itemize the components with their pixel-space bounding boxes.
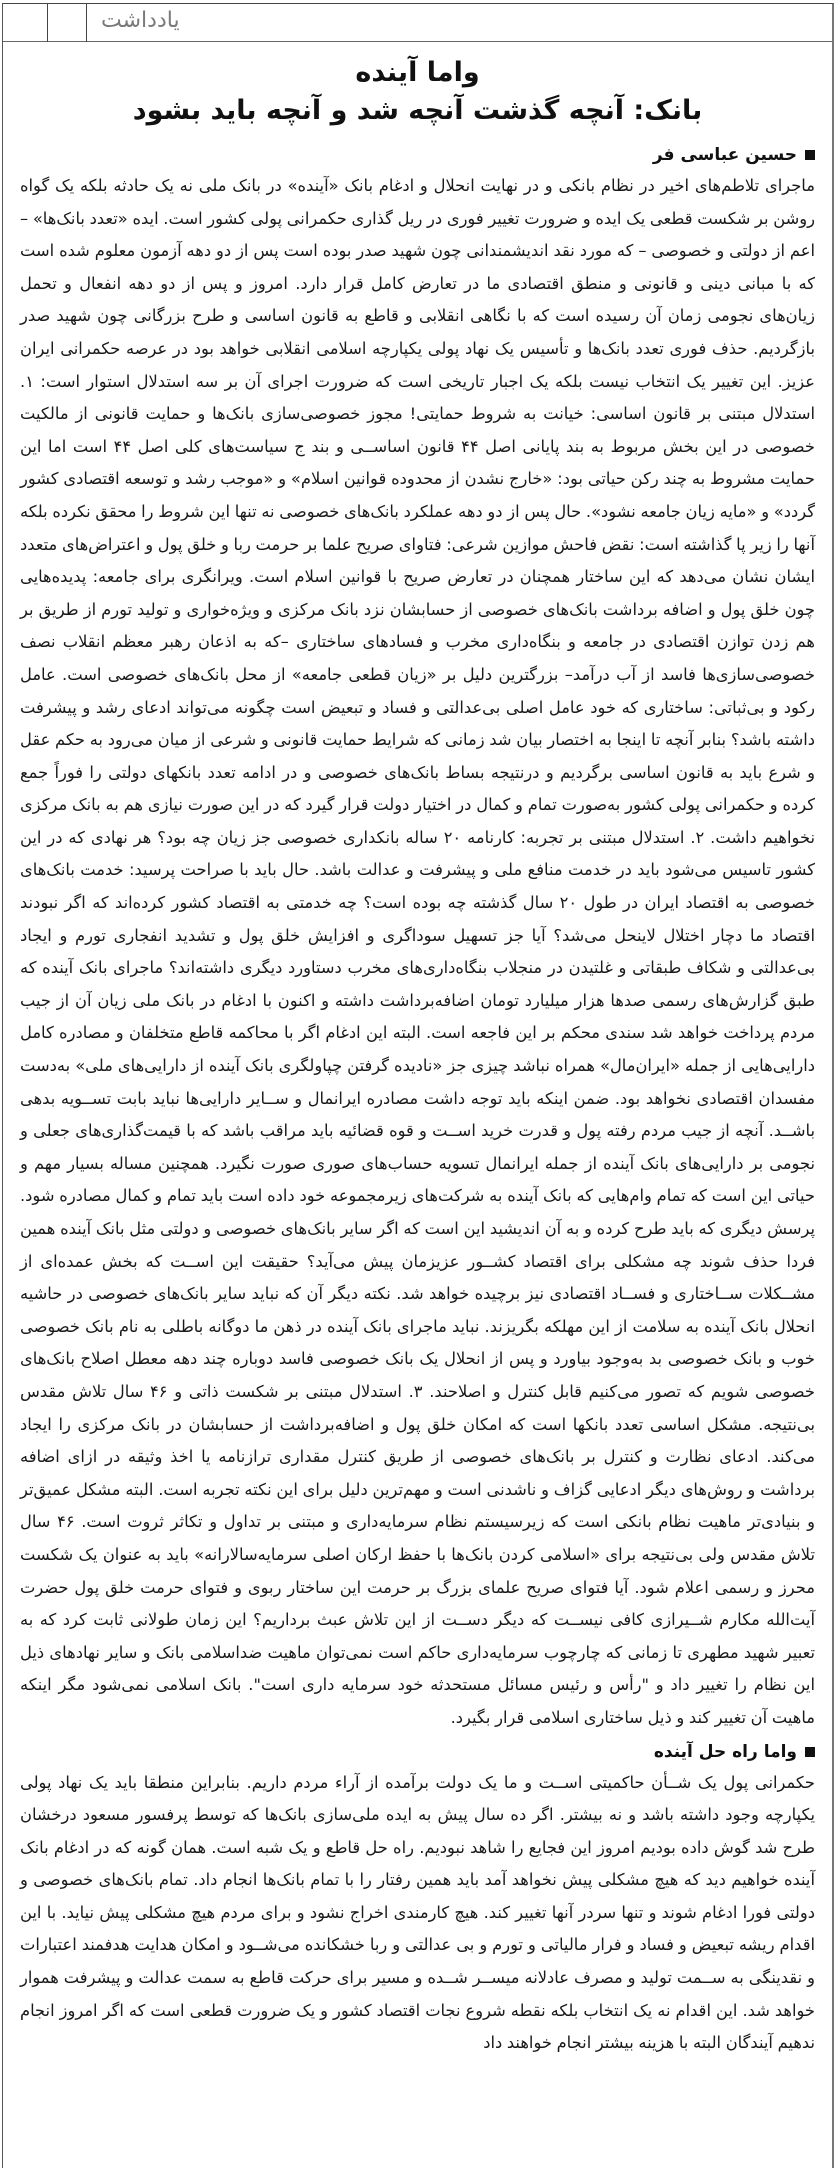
section-label: یادداشت [101,8,180,33]
square-bullet-icon [805,1747,815,1757]
square-bullet-icon [805,150,815,160]
section-header-bar [3,4,832,42]
author-byline [20,140,815,170]
title-line-1: واما آینده [355,57,480,88]
author-name: حسین عباسی فر [652,145,797,165]
subheading-text: واما راه حل آینده [653,1741,797,1762]
subheading-solution [20,1737,815,1767]
article-paragraph-2: حکمرانی پول یک شــأن حاکمیتی اســت و ما یک دولت برآمده از آراء مردم داریم. بنابراین منطقا باید یک نهاد پولی یکپارچه وجود داشته باشد و نه بیشتر. اگر ده سال پیش به ایده ملی‌سازی بانک‌ها که توسط پرفسور مسعود درخشان طرح شد گوش داده بودیم امروز این فجایع را شاهد نبودیم. راه حل قاطع و یک شبه است. همان گونه که در ادغام بانک آینده خواهیم دید که هیچ مشکلی پیش نخواهد آمد باید همین رفتار را با تمام بانک‌ها انجام داد. تمام بانک‌های خصوصی و دولتی فورا ادغام شوند و تنها سردر آنها تغییر کند. هیچ کارمندی اخراج نشود و برای مردم هیچ مشکلی پیش نیاید. با این اقدام ریشه تبعیض و فساد و فرار مالیاتی و تورم و بی عدالتی و ربا خشکانده می‌شــود و امکان هدایت هدفمند اعتبارات و نقدینگی به ســمت تولید و مصرف عادلانه میســر شــده و مسیر برای حرکت قاطع به سمت عدالت و پیشرفت هموار خواهد شد. این اقدام نه یک انتخاب بلکه نقطه شروع نجات اقتصاد کشور و یک ضرورت قطعی است که اگر امروز انجام ندهیم آیندگان البته با هزینه بیشتر انجام خواهند داد [20,1772,815,2053]
header-cell-1 [3,4,48,42]
article-title [20,54,815,130]
article-paragraph-1: ماجرای تلاطم‌های اخیر در نظام بانکی و در نهایت انحلال و ادغام بانک «آینده» در بانک ملی نه یک حادثه بلکه یک گواه روشن بر شکست قطعی یک ایده و ضرورت تغییر فوری در ریل گذاری حکمرانی پولی کشور است. ایده «تعدد بانک‌ها» –اعم از دولتی و خصوصی – که مورد نقد اندیشمندانی چون شهید صدر بوده است پس از دو دهه آزمون معلوم شده است که با مبانی دینی و قانونی و منطق اقتصادی ما در تعارض کامل قرار دارد. امروز و پس از دو دهه انفعال و تحمل زیان‌های نجومی زمان آن رسیده است که با نگاهی انقلابی و قاطع به قانون اساسی و طرح بزرگانی چون شهید صدر بازگردیم. حذف فوری تعدد بانک‌ها و تأسیس یک نهاد پولی یکپارچه اسلامی انقلابی خواهد بود در عرصه حکمرانی ایران عزیز. این تغییر یک انتخاب نیست بلکه یک اجبار تاریخی است که ضرورت اجرای آن بر سه استدلال استوار است: ۱. استدلال مبتنی بر قانون اساسی: خیانت به شروط حمایتی! مجوز خصوصی‌سازی بانک‌ها و حمایت قانونی از مالکیت خصوصی در این بخش مربوط به بند پایانی اصل ۴۴ قانون اساســی و بند ج سیاست‌های کلی اصل ۴۴ است اما این حمایت مشروط به چند رکن حیاتی بود: «خارج نشدن از محدوده قوانین اسلام» و «موجب رشد و توسعه اقتصادی کشور گردد» و «مایه زیان جامعه نشود». حال پس از دو دهه عملکرد بانک‌های خصوصی نه تنها این شروط را محقق نکرده بلکه آنها را زیر پا گذاشته است: نقض فاحش موازین شرعی: فتاوای صریح علما بر حرمت ربا و خلق پول و اعتراض‌های متعدد ایشان نشان می‌دهد که این ساختار همچنان در تعارض صریح با قوانین اسلام است. ویرانگری برای جامعه: پدیده‌هایی چون خلق پول و اضافه برداشت بانک‌های خصوصی از حسابشان نزد بانک مرکزی و ویژه‌خواری و تولید تورم از طریق بر هم زدن توازن اقتصادی در جامعه و بنگاه‌داری مخرب و فسادهای ساختاری –که به اذعان رهبر معظم انقلاب نصف خصوصی‌سازی‌ها فاسد از آب درآمد– بزرگترین دلیل بر «زیان قطعی جامعه» از محل بانک‌های خصوصی است. عامل رکود و بی‌ثباتی: ساختاری که خود عامل اصلی بی‌عدالتی و فساد و تبعیض است چگونه می‌تواند ادعای رشد و پیشرفت داشته باشد؟ بنابر آنچه تا اینجا به اختصار بیان شد زمانی که شرایط حمایت قانونی و شرعی از میان می‌رود به حکم عقل و شرع باید به قانون اساسی برگردیم و درنتیجه بساط بانک‌های خصوصی و در ادامه تعدد بانکهای دولتی را فوراً جمع کرده و حکمرانی پولی کشور به‌صورت تمام و کمال در اختیار دولت قرار گیرد که در این صورت نیازی هم به بانک مرکزی نخواهیم داشت. ۲. استدلال مبتنی بر تجربه: کارنامه ۲۰ ساله بانکداری خصوصی جز زیان چه بود؟ هر نهادی که در این کشور تاسیس می‌شود باید در خدمت منافع ملی و پیشرفت و عدالت باشد. حال باید با صراحت پرسید: خدمت بانک‌های خصوصی به اقتصاد ایران در طول ۲۰ سال گذشته چه بوده است؟ چه خدمتی به اقتصاد کشور کرده‌اند که اگر نبودند اقتصاد ما دچار اختلال لاینحل می‌شد؟ آیا جز تسهیل سوداگری و افزایش خلق پول و تشدید انفجاری تورم و ایجاد بی‌عدالتی و شکاف طبقاتی و غلتیدن در منجلاب بنگاه‌داری‌های مخرب دستاورد دیگری داشته‌اند؟ ماجرای بانک آینده که طبق گزارش‌های رسمی صدها هزار میلیارد تومان اضافه‌برداشت داشته و اکنون با ادغام در بانک ملی زیان آن از جیب مردم پرداخت خواهد شد سندی محکم بر این فاجعه است. البته این ادغام اگر با محاکمه قاطع متخلفان و مصادره کامل دارایی‌هایی از جمله «ایران‌مال» همراه نباشد چیزی جز «نادیده گرفتن چپاولگری بانک آینده از دارایی‌های ملی» به‌دست مفسدان اقتصادی نخواهد بود. ضمن اینکه باید توجه داشت مصادره ایرانمال و ســایر دارایی‌ها نباید بابت تســویه بدهی باشــد. آنچه از جیب مردم رفته پول و قدرت خرید اســت و قوه قضائیه باید مراقب باشد که با قیمت‌گذاری‌های جعلی و نجومی بر دارایی‌های بانک آینده از جمله ایرانمال تسویه حساب‌های صوری صورت نگیرد. همچنین مساله بسیار مهم و حیاتی این است که تمام وام‌هایی که بانک آینده به شرکت‌های زیرمجموعه خود داده است باید تمام و کمال مصادره شود. پرسش دیگری که باید طرح کرده و به آن اندیشید این است که اگر سایر بانک‌های خصوصی و دولتی مثل بانک آینده همین فردا حذف شوند چه مشکلی برای اقتصاد کشــور عزیزمان پیش می‌آید؟ حقیقت این اســت که بخش عمده‌ای از مشــکلات ســاختاری و فســاد اقتصادی نیز برچیده خواهد شد. نکته دیگر آن که نباید سایر بانک‌های خصوصی در حاشیه انحلال بانک آینده به سلامت از این مهلکه بگریزند. نباید ماجرای بانک آینده در ذهن ما دوگانه باطلی به نام بانک خصوصی خوب و بانک خصوصی بد به‌وجود بیاورد و پس از انحلال یک بانک خصوصی فاسد دوباره چند دهه معطل اصلاح بانک‌های خصوصی شویم که تصور می‌کنیم قابل کنترل و اصلاحند. ۳. استدلال مبتنی بر شکست ذاتی و ۴۶ سال تلاش مقدس بی‌نتیجه. مشکل اساسی تعدد بانکها است که امکان خلق پول و اضافه‌برداشت از حسابشان در بانک مرکزی را ایجاد می‌کند. ادعای نظارت و کنترل بر بانک‌های خصوصی از طریق کنترل مقداری ترازنامه یا اخذ وثیقه در ازای اضافه برداشت و روش‌های دیگر ادعایی گزاف و ناشدنی است و مهم‌ترین دلیل برای این نکته تجربه است. البته مشکل عمیق‌تر و بنیادی‌تر ماهیت نظام بانکی است که زیرسیستم نظام سرمایه‌داری و مبتنی بر تداول و تکاثر ثروت است. ۴۶ سال تلاش مقدس ولی بی‌نتیجه برای «اسلامی کردن بانک‌ها با حفظ ارکان اصلی سرمایه‌سالارانه» باید به عنوان یک شکست محرز و رسمی اعلام شود. آیا فتوای صریح علمای بزرگ بر حرمت این ساختار ربوی و فتوای حرمت خلق پول حضرت آیت‌الله مکارم شــیرازی کافی نیســت که دیگر دســت از این تلاش عبث برداریم؟ این زمان طولانی ثابت کرد که به تعبیر شهید مطهری تا زمانی که چارچوب سرمایه‌داری حاکم است نمی‌توان ماهیت ضداسلامی بانک و سایر نهادهای ذیل این نظام را تغییر داد و "رأس و رئیس مسائل مستحدثه خود سرمایه داری است". بانک اسلامی نمی‌شود مگر اینکه ماهیت آن تغییر کند و ذیل ساختاری اسلامی قرار بگیرد. [19,176,815,1727]
header-cell-2 [48,4,87,42]
title-line-2: بانک: آنچه گذشت آنچه شد و آنچه باید بشود [132,95,703,126]
article [20,40,815,2060]
